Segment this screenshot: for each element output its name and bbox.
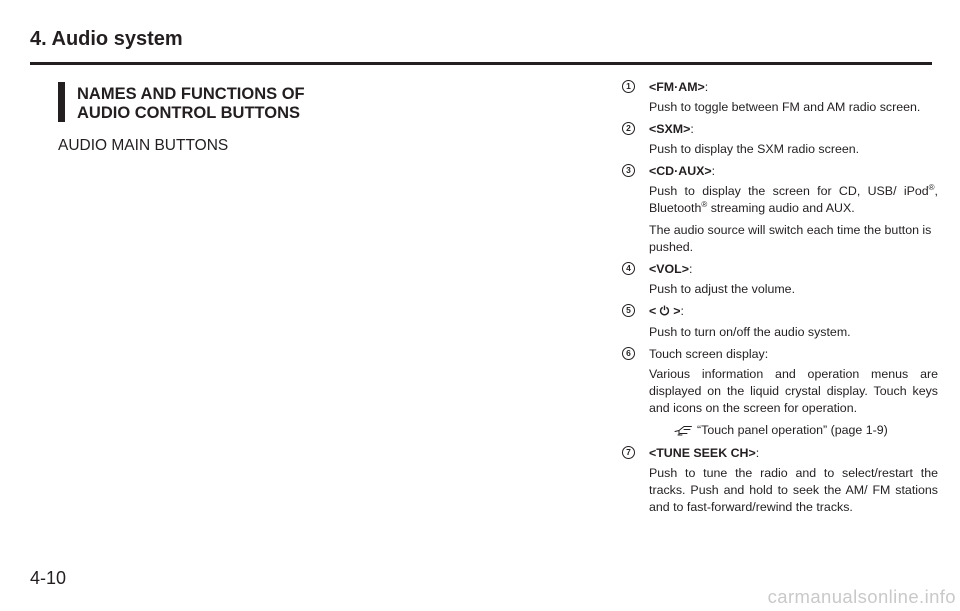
watermark: carmanualsonline.info bbox=[767, 586, 956, 607]
power-icon bbox=[659, 304, 670, 321]
pointing-hand-icon bbox=[674, 424, 693, 441]
item-description: Push to turn on/off the audio system. bbox=[649, 325, 851, 339]
item-title-open: < bbox=[649, 304, 657, 318]
item-number-badge: 6 bbox=[622, 347, 635, 360]
button-description-list bbox=[622, 79, 938, 521]
desc-part-a: Push to display the screen for CD, USB/ iPod bbox=[649, 184, 929, 198]
item-description: Various information and operation menus are displayed on the liquid crystal display. Touch keys and icons on the screen for operation. bbox=[649, 367, 938, 415]
list-item bbox=[622, 261, 938, 298]
list-item bbox=[622, 79, 938, 116]
item-title: <CD·AUX> bbox=[649, 164, 712, 178]
item-description: Push to display the SXM radio screen. bbox=[649, 142, 860, 156]
item-description: Push to adjust the volume. bbox=[649, 282, 796, 296]
item-number-badge: 5 bbox=[622, 304, 635, 317]
item-number-badge: 4 bbox=[622, 262, 635, 275]
item-colon: : bbox=[711, 164, 716, 178]
item-title: <SXM> bbox=[649, 122, 691, 136]
page-reference-text: “Touch panel operation” (page 1-9) bbox=[697, 423, 888, 437]
desc-part-c: streaming audio and AUX. bbox=[707, 201, 855, 215]
item-description-secondary: The audio source will switch each time the button is pushed. bbox=[649, 223, 932, 254]
subheading: AUDIO MAIN BUTTONS bbox=[58, 137, 229, 154]
item-colon: : bbox=[690, 122, 694, 136]
item-colon: : bbox=[688, 262, 693, 276]
item-title: Touch screen display: bbox=[649, 347, 769, 361]
section-heading-line-1: NAMES AND FUNCTIONS OF bbox=[77, 85, 305, 103]
desc-part-b: , Bluetooth bbox=[649, 184, 938, 215]
item-colon: : bbox=[704, 80, 709, 94]
list-item bbox=[622, 121, 938, 158]
item-number-badge: 2 bbox=[622, 122, 635, 135]
section-heading-line-2: AUDIO CONTROL BUTTONS bbox=[77, 104, 301, 122]
item-title: <VOL> bbox=[649, 262, 689, 276]
section-marker-bar bbox=[58, 82, 65, 122]
item-description bbox=[649, 183, 938, 217]
item-description: Push to toggle between FM and AM radio screen. bbox=[649, 100, 921, 114]
item-title: <FM·AM> bbox=[649, 80, 705, 94]
item-description: Push to tune the radio and to select/restart the tracks. Push and hold to seek the AM/ FM stations and to fast-forward/rewind the tracks. bbox=[649, 466, 938, 514]
list-item bbox=[622, 163, 938, 256]
list-item bbox=[622, 445, 938, 516]
item-colon: : bbox=[755, 446, 760, 460]
item-colon: : bbox=[680, 304, 684, 318]
item-number-badge: 3 bbox=[622, 164, 635, 177]
registered-mark: ® bbox=[701, 199, 708, 209]
item-title-close: > bbox=[673, 304, 681, 318]
list-item bbox=[622, 346, 938, 441]
item-title: <TUNE SEEK CH> bbox=[649, 446, 756, 460]
item-number-badge: 7 bbox=[622, 446, 635, 459]
chapter-title: 4. Audio system bbox=[30, 28, 183, 50]
page-reference bbox=[649, 422, 938, 441]
registered-mark: ® bbox=[928, 182, 935, 192]
header-rule bbox=[30, 62, 932, 65]
item-number-badge: 1 bbox=[622, 80, 635, 93]
list-item bbox=[622, 303, 938, 341]
page-number: 4-10 bbox=[30, 568, 67, 588]
section-heading bbox=[77, 85, 377, 123]
